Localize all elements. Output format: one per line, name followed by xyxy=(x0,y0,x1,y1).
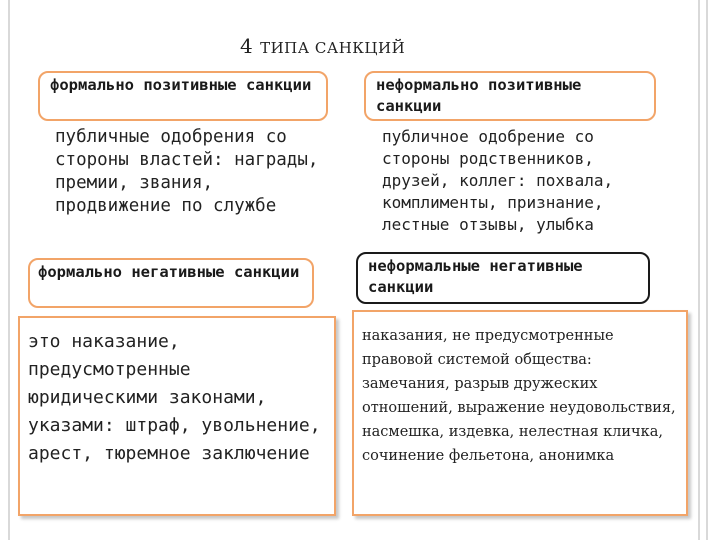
formal-negative-box xyxy=(18,316,336,516)
formal-positive-text: публичные одобрения со стороны властей: награды, премии, звания, продвижение по службе xyxy=(55,127,319,216)
title-number: 4 xyxy=(240,34,261,58)
slide-title xyxy=(240,34,405,58)
frame-line-left xyxy=(8,0,10,540)
frame-line-right-outer xyxy=(706,0,708,540)
title-text: ТИПА САНКЦИЙ xyxy=(260,39,406,57)
informal-negative-text: наказания, не предусмотренные правовой системой общества: замечания, разрыв дружеских отношений, выражение неудовольствия, насмешка, издевка, нелестная кличка, сочинение фельетона, анонимка xyxy=(362,328,676,464)
formal-positive-header: формально позитивные санкции xyxy=(38,71,328,121)
informal-negative-header: неформальные негативные санкции xyxy=(356,252,650,304)
informal-positive-text: публичное одобрение со стороны родственников, друзей, коллег: похвала, комплименты, признание, лестные отзывы, улыбка xyxy=(382,127,614,234)
formal-negative-header: формально негативные санкции xyxy=(28,258,314,308)
informal-positive-header: неформально позитивные санкции xyxy=(364,71,656,121)
frame-line-right xyxy=(698,0,700,540)
formal-negative-text: это наказание, предусмотренные юридическими законами, указами: штраф, увольнение, арест, тюремное заключение xyxy=(28,331,321,464)
informal-negative-box xyxy=(352,310,688,516)
